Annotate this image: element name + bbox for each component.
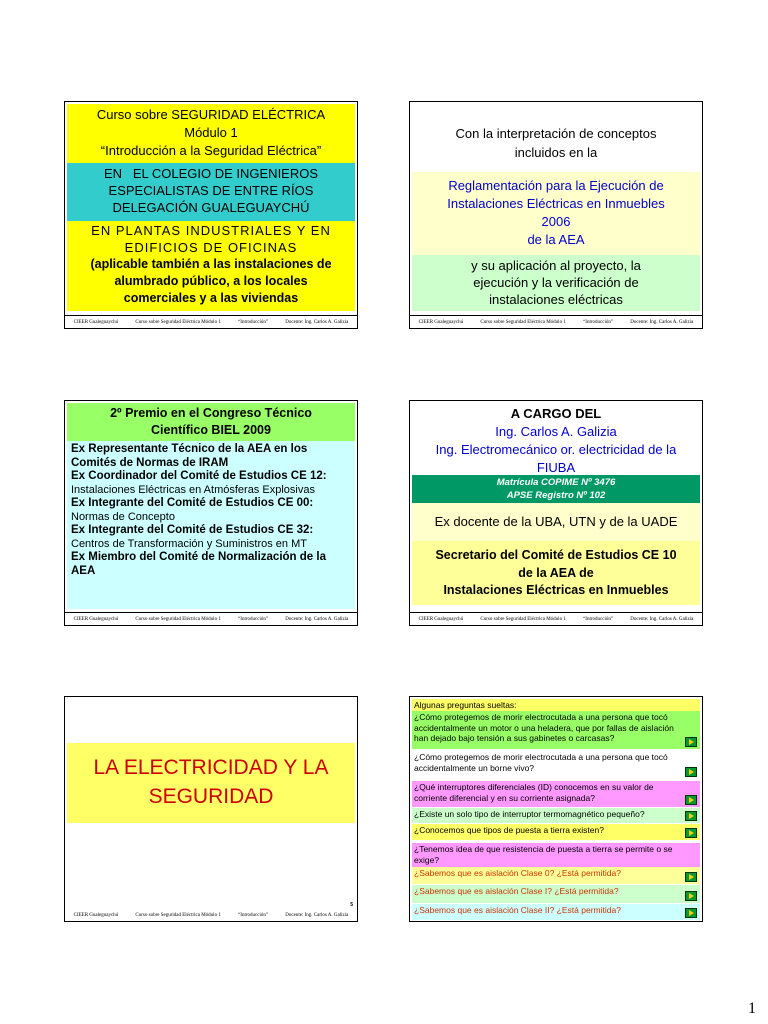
footer-left: CIEER Gualeguaychú (418, 616, 464, 622)
question-item (412, 751, 700, 779)
section-title-line: LA ELECTRICIDAD Y LA (93, 756, 329, 779)
venue-line: ESPECIALISTAS DE ENTRE RÍOS (108, 183, 314, 198)
course-title: Curso sobre SEGURIDAD ELÉCTRICA (96, 107, 326, 122)
question-text: ¿Conocemos que tipos de puesta a tierra existen? (414, 825, 604, 835)
question-text: ¿Cómo protegemos de morir electrocutada a una persona que tocó accidentalmente un borne vivo? (414, 752, 668, 773)
intro-line: Con la interpretación de conceptos (455, 126, 657, 141)
scope-block (67, 221, 355, 311)
footer-intro: “Introducción” (583, 319, 614, 325)
page-number: 1 (748, 1000, 756, 1017)
question-text: ¿Sabemos que es aislación Clase I? ¿Está permitida? (414, 886, 619, 896)
section-title-block (67, 743, 355, 823)
question-item (412, 843, 700, 867)
question-item (412, 711, 700, 749)
module-label: Módulo 1 (184, 125, 238, 140)
slide-1 (64, 101, 358, 329)
regulation-line: Instalaciones Eléctricas en Inmuebles (447, 196, 665, 211)
application-block (412, 255, 700, 311)
question-text: ¿Qué interruptores diferenciales (ID) conocemos en su valor de corriente diferencial y en su corriente asignada? (414, 782, 654, 803)
footer-intro: “Introducción” (238, 616, 269, 622)
registration-line: Matrícula COPIME Nº 3476 (496, 477, 616, 488)
arrow-link-icon[interactable] (685, 891, 697, 901)
question-item (412, 808, 700, 823)
application-line: instalaciones eléctricas (489, 292, 623, 307)
question-text: ¿Sabemos que es aislación Clase 0? ¿Está permitida? (414, 868, 621, 878)
scope-note: alumbrado público, a los locales (114, 274, 308, 288)
scope-line: EDIFICIOS DE OFICINAS (124, 240, 298, 255)
slide-footer (65, 315, 357, 328)
credential-detail: Instalaciones Eléctricas en Atmósferas Explosivas (71, 483, 315, 496)
instructor-title: FIUBA (536, 460, 576, 475)
credential-item: Ex Coordinador del Comité de Estudios CE 12: (71, 470, 327, 482)
credential-detail: Normas de Concepto (71, 510, 175, 523)
instructor-name: Ing. Carlos A. Galizia (495, 424, 617, 439)
scope-note: (aplicable también a las instalaciones de (90, 257, 332, 271)
footer-course: Curso sobre Seguridad Eléctrica Módulo 1 (480, 616, 566, 622)
venue-block (67, 163, 355, 221)
footer-course: Curso sobre Seguridad Eléctrica Módulo 1 (135, 912, 221, 918)
footer-left: CIEER Gualeguaychú (73, 319, 119, 325)
footer-intro: “Introducción” (238, 319, 269, 325)
footer-right: Docente: Ing. Carlos A. Galizia (285, 912, 349, 918)
slide-2 (409, 101, 703, 329)
registration-line: APSE Registro Nº 102 (506, 490, 606, 501)
award-line: Científico BIEL 2009 (151, 423, 271, 437)
slide-4 (409, 400, 703, 626)
scope-note: comerciales y a las viviendas (123, 291, 299, 305)
question-text: ¿Cómo protegemos de morir electrocutada a una persona que tocó accidentalmente un motor o una heladera, que por fallas de aislación han dejado bajo tensión a sus gabinetes o carcasas? (414, 712, 674, 743)
footer-course: Curso sobre Seguridad Eléctrica Módulo 1 (135, 616, 221, 622)
regulation-line: Reglamentación para la Ejecución de (448, 178, 664, 193)
credentials-block (67, 441, 355, 609)
footer-course: Curso sobre Seguridad Eléctrica Módulo 1 (480, 319, 566, 325)
registration-block (412, 475, 700, 503)
regulation-year: 2006 (541, 214, 571, 229)
award-line: 2º Premio en el Congreso Técnico (110, 406, 312, 420)
intro-block (412, 104, 700, 172)
slide-number: 5 (350, 902, 353, 908)
footer-right: Docente: Ing. Carlos A. Galizia (285, 616, 349, 622)
footer-right: Docente: Ing. Carlos A. Galizia (285, 319, 349, 325)
question-item (412, 904, 700, 920)
credential-detail: Centros de Transformación y Suministros en MT (71, 537, 307, 550)
slide-footer (410, 612, 702, 625)
venue-line: EN EL COLEGIO DE INGENIEROS (103, 166, 319, 181)
arrow-link-icon[interactable] (685, 908, 697, 918)
question-item (412, 885, 700, 903)
slide-footer (65, 909, 357, 921)
question-item (412, 867, 700, 884)
slide-footer (65, 612, 357, 625)
footer-right: Docente: Ing. Carlos A. Galizia (630, 616, 694, 622)
instructor-title: Ing. Electromecánico or. electricidad de la (435, 442, 677, 457)
credential-item: Ex Representante Técnico de la AEA en los Comités de Normas de IRAM (71, 443, 308, 469)
footer-course: Curso sobre Seguridad Eléctrica Módulo 1 (135, 319, 221, 325)
question-item (412, 781, 700, 807)
arrow-link-icon[interactable] (685, 767, 697, 777)
footer-intro: “Introducción” (583, 616, 614, 622)
arrow-link-icon[interactable] (685, 737, 697, 747)
footer-left: CIEER Gualeguaychú (418, 319, 464, 325)
module-subtitle: “Introducción a la Seguridad Eléctrica” (100, 143, 322, 158)
regulation-block (412, 172, 700, 255)
slide-footer (410, 315, 702, 328)
question-item (412, 824, 700, 840)
secretary-line: Instalaciones Eléctricas en Inmuebles (443, 583, 669, 597)
instructor-block (412, 403, 700, 475)
regulation-line: de la AEA (527, 232, 585, 247)
question-text: ¿Tenemos idea de que resistencia de puesta a tierra se permite o se exige? (414, 844, 673, 865)
teaching-block: Ex docente de la UBA, UTN y de la UADE (412, 503, 700, 541)
question-text: ¿Existe un solo tipo de interruptor termomagnético pequeño? (414, 809, 645, 819)
award-block (67, 403, 355, 441)
arrow-link-icon[interactable] (685, 795, 697, 805)
footer-right: Docente: Ing. Carlos A. Galizia (630, 319, 694, 325)
question-text: ¿Sabemos que es aislación Clase II? ¿Está permitida? (414, 905, 621, 915)
footer-intro: “Introducción” (238, 912, 269, 918)
scope-line: EN PLANTAS INDUSTRIALES Y EN (91, 223, 331, 238)
secretary-line: de la AEA de (518, 565, 594, 580)
arrow-link-icon[interactable] (685, 811, 697, 821)
course-title-block (67, 104, 355, 163)
slide-3 (64, 400, 358, 626)
footer-left: CIEER Gualeguaychú (73, 912, 119, 918)
application-line: y su aplicación al proyecto, la (471, 258, 641, 273)
secretary-block (412, 541, 700, 605)
slide-5 (64, 696, 358, 922)
credential-item: Ex Integrante del Comité de Estudios CE 00: (71, 497, 314, 509)
credential-item: Ex Miembro del Comité de Normalización de la AEA (71, 551, 326, 577)
intro-line: incluidos en la (514, 145, 598, 160)
questions-header-text: Algunas preguntas sueltas: (414, 700, 517, 710)
venue-line: DELEGACIÓN GUALEGUAYCHÚ (112, 200, 310, 215)
arrow-link-icon[interactable] (685, 828, 697, 838)
section-title-line: SEGURIDAD (148, 785, 274, 808)
footer-left: CIEER Gualeguaychú (73, 616, 119, 622)
questions-header (412, 699, 700, 711)
credential-item: Ex Integrante del Comité de Estudios CE 32: (71, 524, 314, 536)
application-line: ejecución y la verificación de (473, 275, 639, 290)
arrow-link-icon[interactable] (685, 872, 697, 882)
slide-6 (409, 696, 703, 922)
instructor-heading: A CARGO DEL (510, 406, 602, 421)
secretary-line: Secretario del Comité de Estudios CE 10 (435, 548, 677, 562)
